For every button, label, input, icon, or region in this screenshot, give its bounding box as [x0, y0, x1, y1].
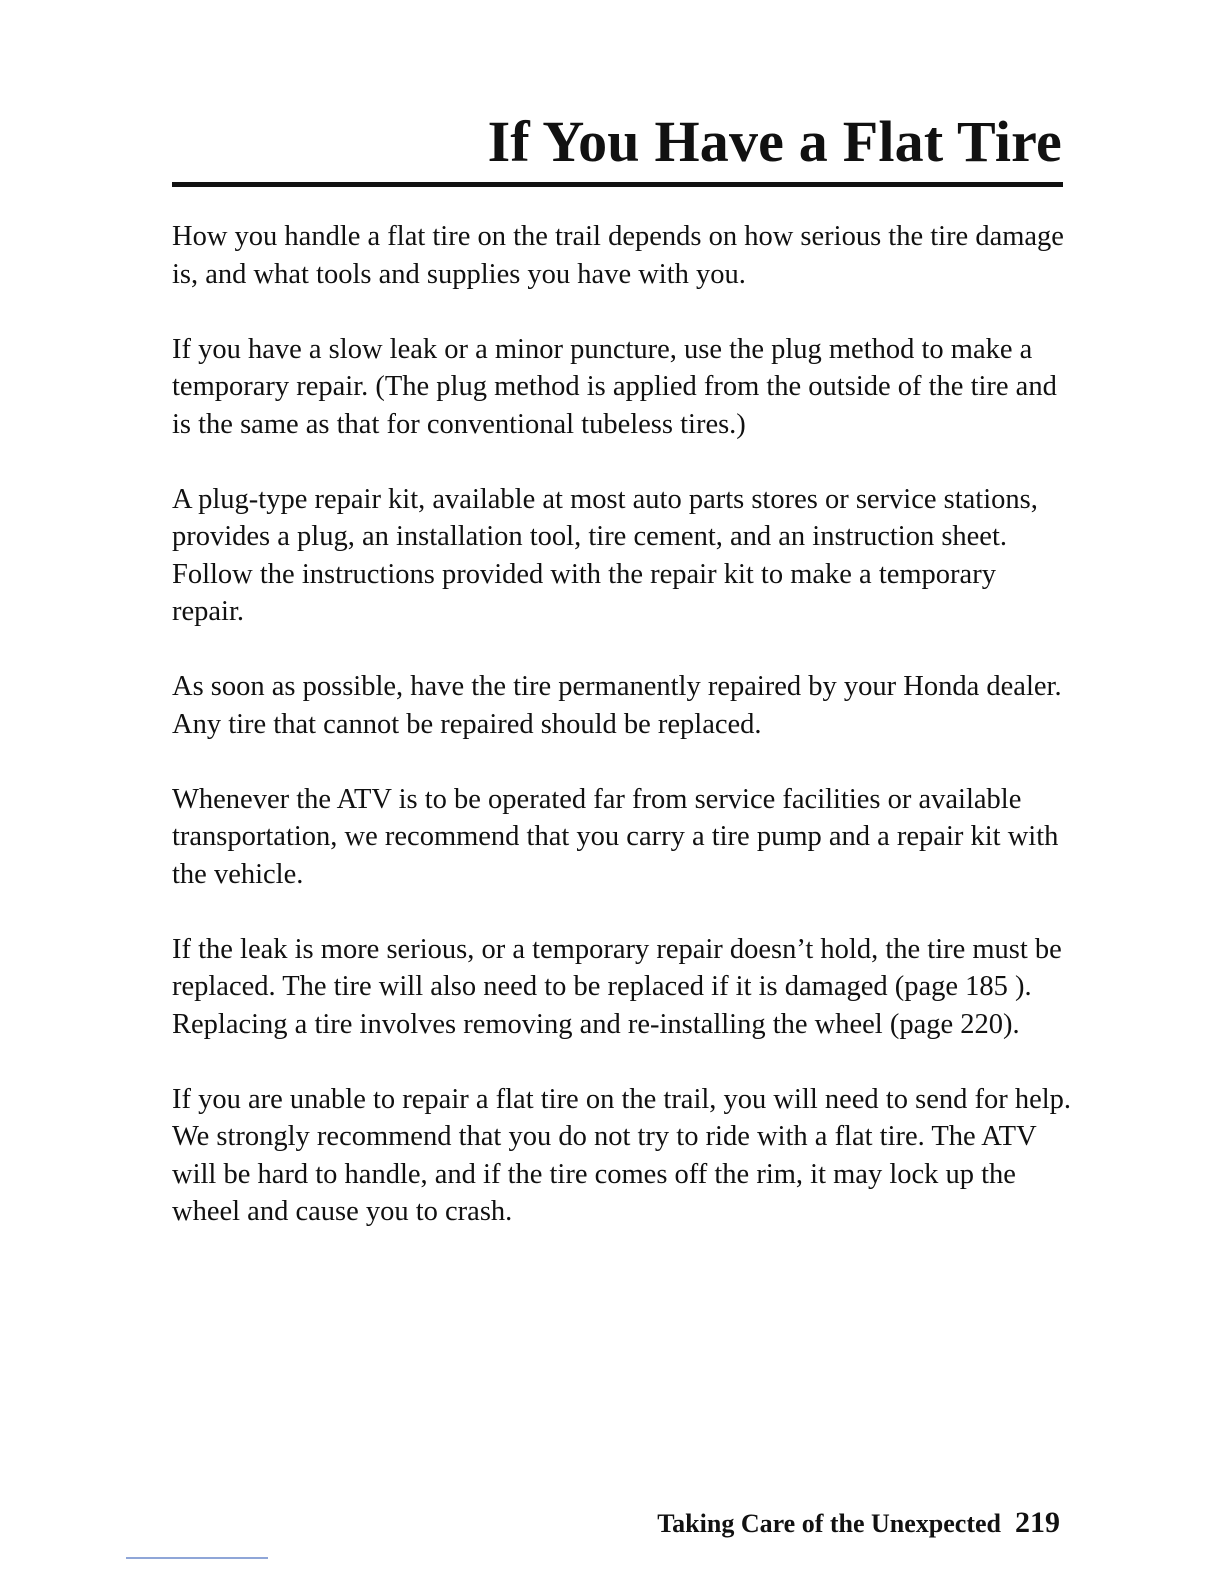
title-rule: [172, 182, 1063, 187]
paragraph-carry-tire-pump: Whenever the ATV is to be operated far from service facilities or available transportation, we recommend that you carry a tire pump and a repair kit with the vehicle.: [172, 783, 1059, 890]
page-title: If You Have a Flat Tire: [487, 109, 1062, 174]
scan-artifact-line: [126, 1557, 268, 1559]
paragraph-plug-method: If you have a slow leak or a minor puncture, use the plug method to make a temporary repair. (The plug method is applied from the outside of the tire and is the same as that for conventional tubeless tires.): [172, 333, 1057, 440]
body-text: [172, 218, 1072, 1268]
paragraph-serious-leak: If the leak is more serious, or a temporary repair doesn’t hold, the tire must be replaced. The tire will also need to be replaced if it is damaged (page 185 ). Replacing a tire involves removing and re-installing the wheel (page 220).: [172, 933, 1062, 1040]
paragraph-flat-tire-intro: How you handle a flat tire on the trail depends on how serious the tire damage is, and what tools and supplies you have with you.: [172, 221, 1064, 290]
paragraph-send-for-help: If you are unable to repair a flat tire on the trail, you will need to send for help. We strongly recommend that you do not try to ride with a flat tire. The ATV will be hard to handle, and if the tire comes off the rim, it may lock up the wheel and cause you to crash.: [172, 1083, 1072, 1227]
paragraph-permanent-repair: As soon as possible, have the tire permanently repaired by your Honda dealer. Any tire that cannot be repaired should be replaced.: [172, 671, 1062, 740]
page-number: 219: [1015, 1506, 1060, 1539]
paragraph-repair-kit: A plug-type repair kit, available at most auto parts stores or service stations, provides a plug, an installation tool, tire cement, and an instruction sheet. Follow the instructions provided with the repair kit to make a temporary repair.: [172, 483, 1038, 627]
footer-section-title: Taking Care of the Unexpected: [657, 1509, 1001, 1538]
page-footer: [657, 1506, 1060, 1540]
